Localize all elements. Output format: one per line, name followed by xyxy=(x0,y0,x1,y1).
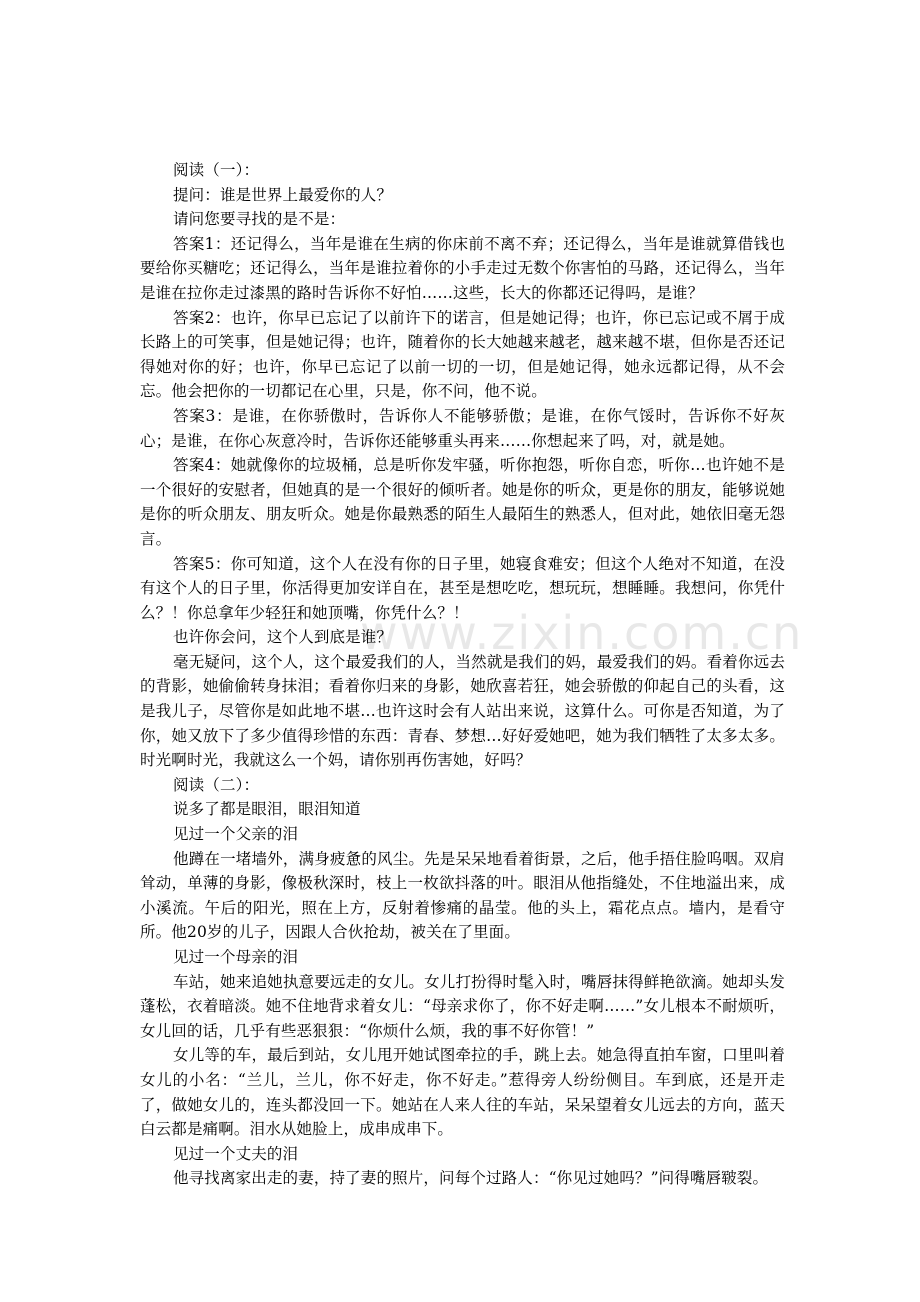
father-heading: 见过一个父亲的泪 xyxy=(173,825,299,844)
husband-paragraph: 他寻找离家出走的妻，持了妻的照片，问每个过路人：“你见过她吗？”问得嘴唇皲裂。 xyxy=(173,1169,769,1188)
mother-paragraph-2: 女儿等的车，最后到站，女儿甩开她试图牵拉的手，跳上去。她急得直拍车窗，口里叫着女儿的小名：“兰儿，兰儿，你不好走，你不好走。”惹得旁人纷纷侧目。车到底，还是开走了，做她女儿的，连头都没回一下。她站在人来人往的车站，呆呆望着女儿远去的方向，蓝天白云都是痛啊。泪水从她脸上，成串成串下。 xyxy=(140,1046,785,1139)
answer-5: 答案5：你可知道，这个人在没有你的日子里，她寝食难安；但这个人绝对不知道，在没有这个人的日子里，你活得更加安详自在，甚至是想吃吃，想玩玩，想睡睡。我想问，你凭什么？！你总拿年少轻狂和她顶嘴，你凭什么？！ xyxy=(140,554,785,622)
father-paragraph: 他蹲在一堵墙外，满身疲惫的风尘。先是呆呆地看着街景，之后，他手捂住脸呜咽。双肩耸动，单薄的身影，像极秋深时，枝上一枚欲抖落的叶。眼泪从他指缝处，不住地溢出来，成小溪流。午后的阳光，照在上方，反射着惨痛的晶莹。他的头上，霜花点点。墙内，是看守所。他20岁的儿子，因跟人合伙抢劫，被关在了里面。 xyxy=(140,849,785,942)
answer-2: 答案2：也许，你早已忘记了以前许下的诺言，但是她记得；也许，你已忘记或不屑于成长路上的可笑事，但是她记得；也许，随着你的长大她越来越老，越来越不堪，但你是否还记得她对你的好；也许，你早已忘记了以前一切的一切，但是她记得，她永远都记得，从不会忘。他会把你的一切都记在心里，只是，你不问，他不说。 xyxy=(140,308,785,401)
section-heading-1: 阅读（一）： xyxy=(173,161,260,179)
prompt-line: 请问您要寻找的是不是： xyxy=(173,210,346,229)
watermark-text: www.zixin.com.cn xyxy=(360,606,804,660)
follow-up-question: 也许你会问，这个人到底是谁？ xyxy=(173,628,393,647)
question-line: 提问：谁是世界上最爱你的人？ xyxy=(173,185,393,204)
answer-3: 答案3：是谁，在你骄傲时，告诉你人不能够骄傲；是谁，在你气馁时，告诉你不好灰心；是谁，在你心灰意冷时，告诉你还能够重头再来……你想起来了吗，对，就是她。 xyxy=(140,406,785,450)
husband-heading: 见过一个丈夫的泪 xyxy=(173,1144,299,1163)
section-heading-2: 阅读（二）： xyxy=(173,775,260,794)
document-body xyxy=(140,158,785,1191)
mother-heading: 见过一个母亲的泪 xyxy=(173,948,299,966)
mother-paragraph-1: 车站，她来追她执意要远走的女儿。女儿打扮得时髦入时，嘴唇抹得鲜艳欲滴。她却头发蓬松，衣着暗淡。她不住地背求着女儿：“母亲求你了，你不好走啊……”女儿根本不耐烦听，女儿回的话，几乎有些恶狠狠：“你烦什么烦，我的事不好你管！” xyxy=(140,972,785,1040)
subtitle-line: 说多了都是眼泪，眼泪知道 xyxy=(173,800,361,819)
answer-1: 答案1：还记得么，当年是谁在生病的你床前不离不弃；还记得么，当年是谁就算借钱也要给你买糖吃；还记得么，当年是谁拉着你的小手走过无数个你害怕的马路，还记得么，当年是谁在拉你走过漆黑的路时告诉你不好怕……这些，长大的你都还记得吗，是谁？ xyxy=(140,234,785,302)
answer-4: 答案4：她就像你的垃圾桶，总是听你发牢骚，听你抱怨，听你自恋，听你…也许她不是一个很好的安慰者，但她真的是一个很好的倾听者。她是你的听众，更是你的朋友，能够说她是你的听众朋友、朋友听众。她是你最熟悉的陌生人最陌生的熟悉人，但对此，她依旧毫无怨言。 xyxy=(140,456,785,548)
conclusion-paragraph: 毫无疑问，这个人，这个最爱我们的人，当然就是我们的妈，最爱我们的妈。看着你远去的背影，她偷偷转身抹泪；看着你归来的身影，她欣喜若狂，她会骄傲的仰起自己的头看，这是我儿子，尽管你是如此地不堪…也许这时会有人站出来说，这算什么。可你是否知道，为了你，她又放下了多少值得珍惜的东西：青春、梦想…好好爱她吧，她为我们牺牲了太多太多。时光啊时光，我就这么一个妈，请你别再伤害她，好吗？ xyxy=(140,652,785,770)
